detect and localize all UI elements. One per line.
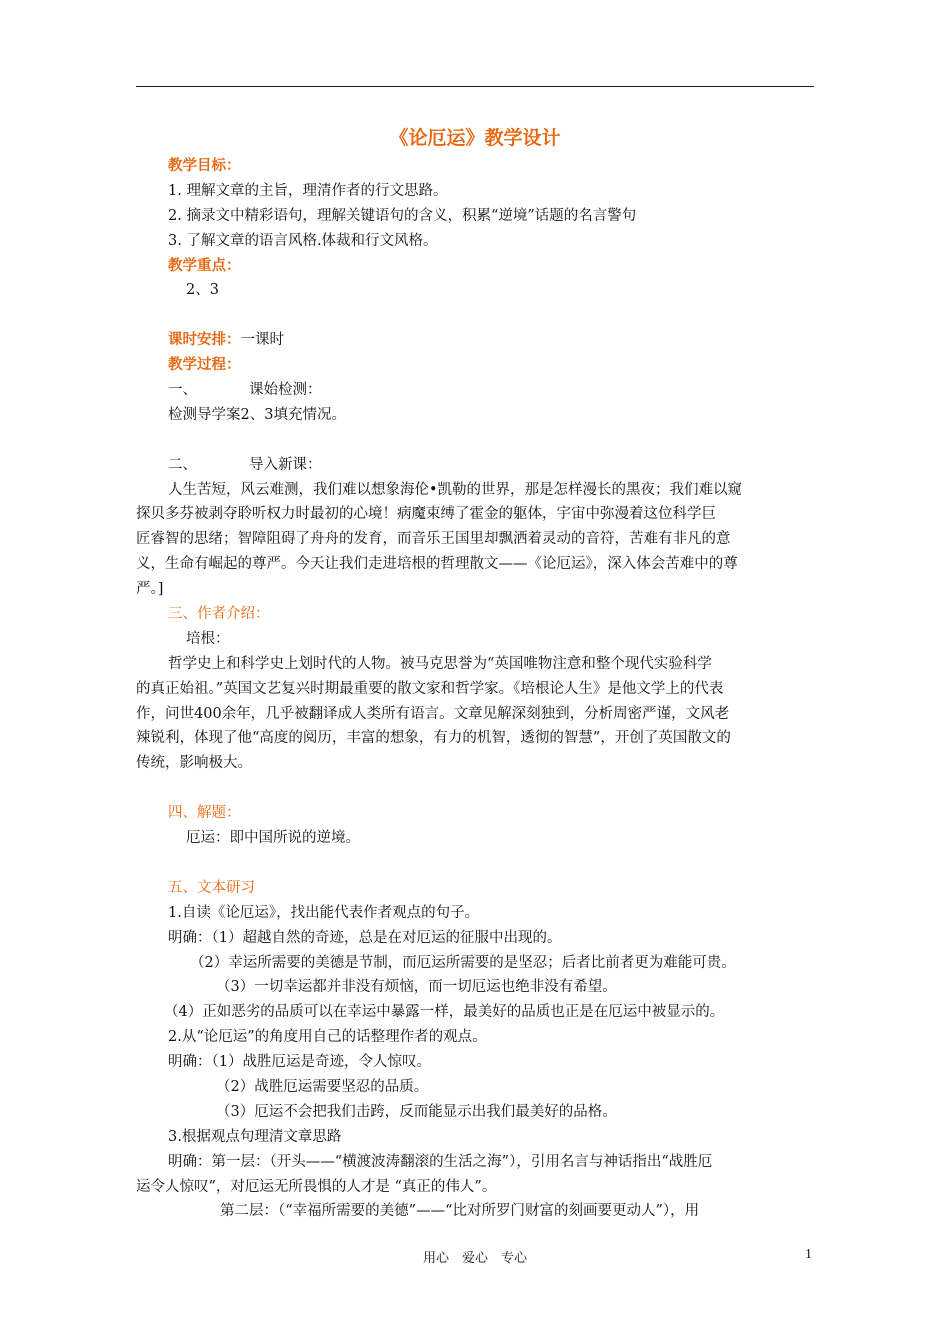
text-line: （3）厄运不会把我们击跨，反而能显示出我们最美好的品格。	[216, 1103, 617, 1120]
text-line: （2）幸运所需要的美德是节制，而厄运所需要的是坚忍；后者比前者更为难能可贵。	[190, 954, 736, 971]
schedule-heading: 课时安排：	[168, 331, 241, 349]
section-5-heading: 五、文本研习	[168, 879, 255, 896]
text-line: 第二层：（“幸福所需要的美德”——“比对所罗门财富的刻画要更动人”），用	[220, 1203, 700, 1220]
goal-item: 1. 理解文章的主旨，理清作者的行文思路。	[168, 182, 448, 199]
header-rule	[136, 86, 814, 87]
goal-item: 2. 摘录文中精彩语句，理解关键语句的含义，积累“逆境”话题的名言警句	[168, 207, 637, 224]
page-footer: 用心 爱心 专心	[422, 1251, 527, 1266]
author-name: 培根：	[186, 630, 230, 647]
section-1-number: 一、	[168, 382, 197, 399]
schedule-value: 一课时	[240, 332, 284, 349]
focus-heading: 教学重点：	[168, 256, 241, 274]
section-3-heading: 三、作者介绍：	[168, 606, 270, 623]
schedule-line	[168, 328, 814, 353]
text-line: 明确：（1）超越自然的奇迹，总是在对厄运的征服中出现的。	[168, 929, 562, 946]
text-line: （4）正如恶劣的品质可以在幸运中暴露一样，最美好的品质也正是在厄运中被显示的。	[164, 1004, 725, 1021]
text-line: 运令人惊叹”，对厄运无所畏惧的人才是 “真正的伟人”。	[136, 1178, 497, 1195]
section-2-title: 导入新课：	[249, 456, 322, 473]
page-title: 《论厄运》教学设计	[389, 127, 561, 149]
text-line: 1.自读《论厄运》，找出能代表作者观点的句子。	[168, 904, 480, 921]
document-body	[136, 124, 814, 1224]
section-1-text: 检测导学案2、3填充情况。	[168, 406, 346, 423]
text-line: 明确：（1）战胜厄运是奇迹，令人惊叹。	[168, 1054, 431, 1071]
goals-heading: 教学目标：	[168, 157, 241, 174]
text-line: （3）一切幸运都并非没有烦恼，而一切厄运也绝非没有希望。	[216, 979, 617, 996]
section-1-heading	[168, 378, 814, 403]
section-4-text: 厄运：即中国所说的逆境。	[186, 830, 360, 847]
focus-value: 2、3	[186, 282, 219, 299]
section-2-heading	[168, 453, 814, 478]
section-4-heading: 四、解题：	[168, 805, 241, 822]
section-1-title: 课始检测：	[249, 382, 322, 399]
section-3-paragraph: 哲学史上和科学史上划时代的人物。被马克思誉为“英国唯物注意和整个现代实验科学 的真正始祖。”英国文艺复兴时期最重要的散文家和哲学家。《培根论人生》是他文学上的代表 作，问世400余年，几乎被翻译成人类所有语言。文章见解深刻独到，分析周密严谨，文风老 辣锐利，体现了他“高度的阅历，丰富的想象，有力的机智，透彻的智慧”，开创了英国散文的 传统，影响极大。	[136, 655, 731, 772]
goal-item: 3. 了解文章的语言风格.体裁和行文风格。	[168, 232, 438, 249]
text-line: （2）战胜厄运需要坚忍的品质。	[216, 1078, 429, 1095]
page-number: 1	[805, 1247, 812, 1262]
text-line: 明确：第一层：（开头——“横渡波涛翻滚的生活之海”），引用名言与神话指出“战胜厄	[168, 1153, 713, 1170]
section-2-number: 二、	[168, 456, 197, 473]
process-heading: 教学过程：	[168, 356, 241, 374]
text-line: 2.从“论厄运”的角度用自己的话整理作者的观点。	[168, 1029, 487, 1046]
section-2-paragraph: 人生苦短，风云难测，我们难以想象海伦•凯勒的世界，那是怎样漫长的黑夜；我们难以窥 探贝多芬被剥夺聆听权力时最初的心境！病魔束缚了霍金的躯体，宇宙中弥漫着这位科学巨 匠睿智的思绪；智障阻碍了舟舟的发育，而音乐王国里却飘洒着灵动的音符，苦难有非凡的意 义，生命有崛起的尊严。今天让我们走进培根的哲理散文——《论厄运》，深入体会苦难中的尊 严。]	[136, 481, 743, 598]
text-line: 3.根据观点句理清文章思路	[168, 1128, 342, 1145]
